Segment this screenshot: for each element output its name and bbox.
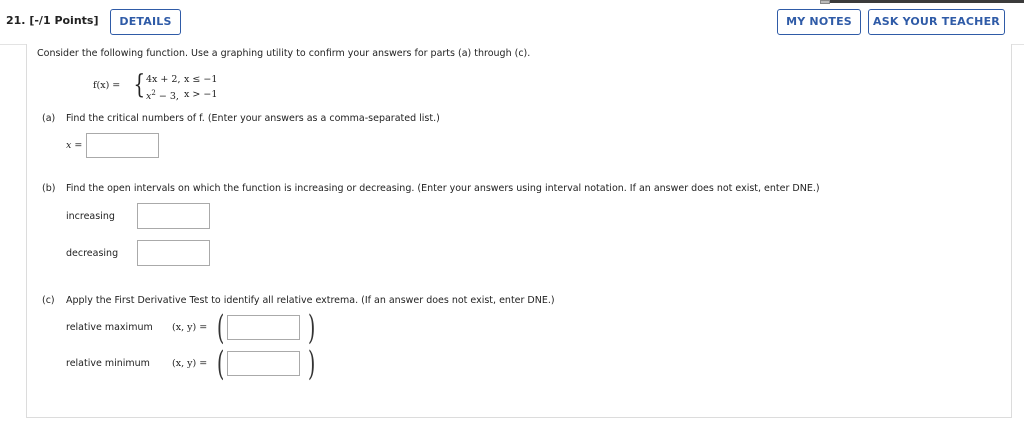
part-b-label: (b) (42, 183, 56, 194)
max-right-paren: ) (307, 308, 316, 348)
piece1-condition: x ≤ −1 (184, 74, 218, 85)
min-right-paren: ) (307, 344, 316, 384)
relative-maximum-xy-label: (x, y) = (172, 322, 208, 333)
ask-your-teacher-button[interactable]: ASK YOUR TEACHER (868, 9, 1005, 35)
relative-maximum-label: relative maximum (66, 322, 153, 333)
problem-intro: Consider the following function. Use a graphing utility to confirm your answers for parts (a) through (c). (37, 48, 531, 59)
relative-minimum-label: relative minimum (66, 358, 150, 369)
function-name: f(x) = (93, 80, 121, 91)
scroll-handle[interactable] (820, 0, 830, 4)
increasing-label: increasing (66, 211, 115, 222)
piecewise-brace: { (133, 70, 146, 100)
critical-numbers-input[interactable] (86, 133, 159, 158)
piece2-condition: x > −1 (184, 89, 218, 100)
part-b-text: Find the open intervals on which the function is increasing or decreasing. (Enter your answers using interval notation. If an answer does not exist, enter DNE.) (66, 183, 820, 194)
question-number: 21. (6, 14, 26, 27)
question-number-points (6, 14, 99, 27)
max-left-paren: ( (216, 308, 225, 348)
relative-minimum-input[interactable] (227, 351, 300, 376)
details-button[interactable]: DETAILS (110, 9, 181, 35)
points-label: [-/1 Points] (29, 14, 99, 27)
part-c-label: (c) (42, 295, 55, 306)
question-header (0, 0, 1024, 45)
piece1-expression: 4x + 2, (146, 74, 181, 85)
piece2-expression (146, 89, 179, 102)
increasing-input[interactable] (137, 203, 210, 229)
relative-minimum-xy-label: (x, y) = (172, 358, 208, 369)
piece2-rest: − 3, (155, 91, 179, 103)
part-c-text: Apply the First Derivative Test to identify all relative extrema. (If an answer does not exist, enter DNE.) (66, 295, 555, 306)
min-left-paren: ( (216, 344, 225, 384)
piece2-exponent: 2 (151, 89, 156, 97)
piece2-base: x (146, 91, 152, 103)
decreasing-label: decreasing (66, 248, 119, 259)
my-notes-button[interactable]: MY NOTES (777, 9, 861, 35)
top-scroll-strip (820, 0, 1024, 3)
decreasing-input[interactable] (137, 240, 210, 266)
critical-x-label: x = (66, 140, 83, 151)
part-a-label: (a) (42, 113, 56, 124)
relative-maximum-input[interactable] (227, 315, 300, 340)
part-a-text: Find the critical numbers of f. (Enter your answers as a comma-separated list.) (66, 113, 440, 124)
